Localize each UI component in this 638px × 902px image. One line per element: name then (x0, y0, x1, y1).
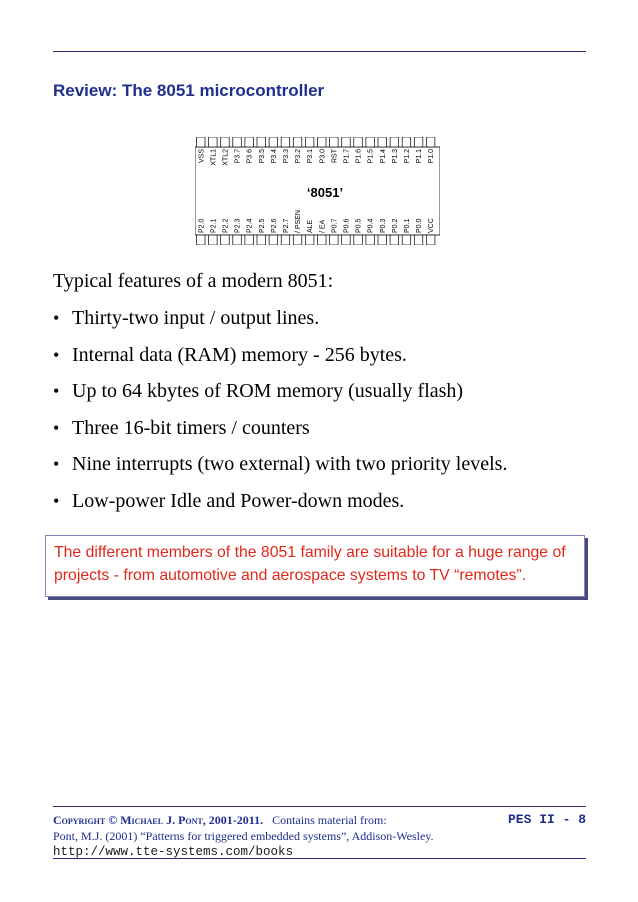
chip-pin-label: P2.4 (246, 218, 254, 233)
callout-text: The different members of the 8051 family are suitable for a huge range of projects - from automotive and aerospace systems to TV “remotes”. (54, 544, 566, 584)
chip-pin (197, 137, 206, 147)
chip-pin (245, 137, 254, 147)
page-number: PES II - 8 (507, 812, 586, 827)
chip-pin-label: P1.0 (428, 149, 436, 164)
bullet-icon: • (53, 490, 60, 511)
chip-pin-label: ALE (307, 219, 315, 233)
chip-pin-label: P0.5 (355, 218, 363, 233)
list-item (53, 379, 507, 416)
chip-pin (221, 235, 230, 245)
chip-pin-label: P3.2 (295, 149, 303, 164)
footer-bottom-rule (53, 858, 586, 859)
chip-pin (281, 137, 290, 147)
page-title: Review: The 8051 microcontroller (53, 81, 325, 100)
chip-label: ‘8051’ (306, 185, 344, 200)
chip-pin (342, 235, 351, 245)
chip-pin-label: P0.3 (379, 218, 387, 233)
chip-pin (330, 235, 339, 245)
chip-pin (426, 235, 435, 245)
bullet-icon: • (53, 381, 60, 401)
chip-pin (378, 235, 387, 245)
chip-pin-label: P3.0 (319, 149, 327, 164)
chip-pin-label: P2.5 (258, 218, 266, 233)
chip-pin-label: P3.7 (234, 149, 242, 164)
chip-pin (197, 235, 206, 245)
chip-pin-label: P1.6 (355, 149, 363, 164)
chip-pin-label: P3.3 (282, 149, 290, 164)
callout-box (45, 535, 585, 597)
list-item (53, 489, 507, 526)
chip-pin (390, 137, 399, 147)
chip-pin (293, 235, 302, 245)
chip-pin-label: P1.5 (367, 149, 375, 164)
chip-pin (402, 235, 411, 245)
chip-pin-label: P0.4 (367, 218, 375, 233)
chip-pin-label: P2.2 (222, 218, 230, 233)
chip-pin (354, 235, 363, 245)
list-item (53, 306, 507, 343)
chip-pin-label: P0.7 (331, 218, 339, 233)
footer-credits (53, 812, 434, 860)
top-rule (53, 51, 586, 52)
chip-pin-label: P0.6 (343, 218, 351, 233)
list-item (53, 416, 507, 453)
feature-text: Internal data (RAM) memory - 256 bytes. (72, 343, 407, 366)
chip-pin (414, 137, 423, 147)
chip-pin (257, 137, 266, 147)
chip-pin (330, 137, 339, 147)
bullet-icon: • (53, 344, 60, 365)
bullet-icon: • (53, 308, 60, 328)
chip-pin (354, 137, 363, 147)
chip-pin (342, 137, 351, 147)
bullet-icon: • (53, 417, 60, 438)
chip-pin-label: XTL1 (210, 149, 218, 166)
chip-pin (426, 137, 435, 147)
chip-pin (390, 235, 399, 245)
chip-pin (269, 235, 278, 245)
chip-pin-label: XTL2 (222, 149, 230, 166)
chip-pin-label: P0.0 (416, 218, 424, 233)
footer-copyright: Copyright © Michael J. Pont, 2001-2011. (53, 813, 264, 827)
chip-pin (209, 235, 218, 245)
chip-pin-label: P3.4 (270, 149, 278, 164)
chip-pin (318, 235, 327, 245)
chip-pin (233, 235, 242, 245)
feature-text: Thirty-two input / output lines. (72, 307, 320, 329)
feature-text: Three 16-bit timers / counters (72, 416, 310, 439)
chip-pin-label: VSS (198, 149, 206, 164)
chip-pin-label: P1.3 (391, 149, 399, 164)
chip-pin (233, 137, 242, 147)
list-item (53, 343, 507, 380)
chip-pin-label: P2.3 (234, 218, 242, 233)
chip-pin-label: P2.7 (282, 218, 290, 233)
chip-pin-label: P2.0 (198, 218, 206, 233)
chip-pin (305, 235, 314, 245)
chip-pin-label: P1.1 (416, 149, 424, 164)
chip-pin-label: P2.1 (210, 218, 218, 233)
chip-pin (366, 235, 375, 245)
feature-text: Nine interrupts (two external) with two priority levels. (72, 453, 508, 475)
chip-pin-label: P2.6 (270, 218, 278, 233)
chip-pin-label: P0.1 (403, 218, 411, 233)
chip-pin-label: P1.4 (379, 149, 387, 164)
chip-pin (414, 235, 423, 245)
feature-list (53, 306, 507, 525)
chip-pin (293, 137, 302, 147)
chip-pin-label: RST (331, 149, 339, 163)
chip-pin-label: P3.6 (246, 149, 254, 164)
chip-diagram (195, 137, 440, 245)
chip-pin-label: / EA (319, 219, 327, 233)
chip-pin (257, 235, 266, 245)
chip-pin (402, 137, 411, 147)
chip-pin-label: VCC (428, 218, 436, 233)
chip-pin (245, 235, 254, 245)
chip-pin (318, 137, 327, 147)
chip-pin-label: P1.7 (343, 149, 351, 164)
bullet-icon: • (53, 454, 60, 474)
footer-url: http://www.tte-systems.com/books (53, 845, 294, 859)
chip-pin (269, 137, 278, 147)
chip-pin (281, 235, 290, 245)
footer-top-rule (53, 806, 586, 807)
chip-pin (221, 137, 230, 147)
footer-contains: Contains material from: (272, 813, 387, 827)
chip-pin-label: P3.1 (307, 149, 315, 164)
list-item (53, 452, 507, 489)
chip-pin (366, 137, 375, 147)
chip-pin-label: P1.2 (403, 149, 411, 164)
feature-text: Up to 64 kbytes of ROM memory (usually flash) (72, 380, 464, 402)
chip-pin (209, 137, 218, 147)
chip-pin-label: P3.5 (258, 149, 266, 164)
chip-pin (305, 137, 314, 147)
chip-pin (378, 137, 387, 147)
feature-text: Low-power Idle and Power-down modes. (72, 489, 405, 512)
chip-pin-label: P0.2 (391, 218, 399, 233)
footer-citation: Pont, M.J. (2001) “Patterns for triggered embedded systems”, Addison-Wesley. (53, 829, 434, 843)
features-heading: Typical features of a modern 8051: (53, 270, 334, 292)
chip-pin-label: / PSEN (295, 210, 303, 233)
